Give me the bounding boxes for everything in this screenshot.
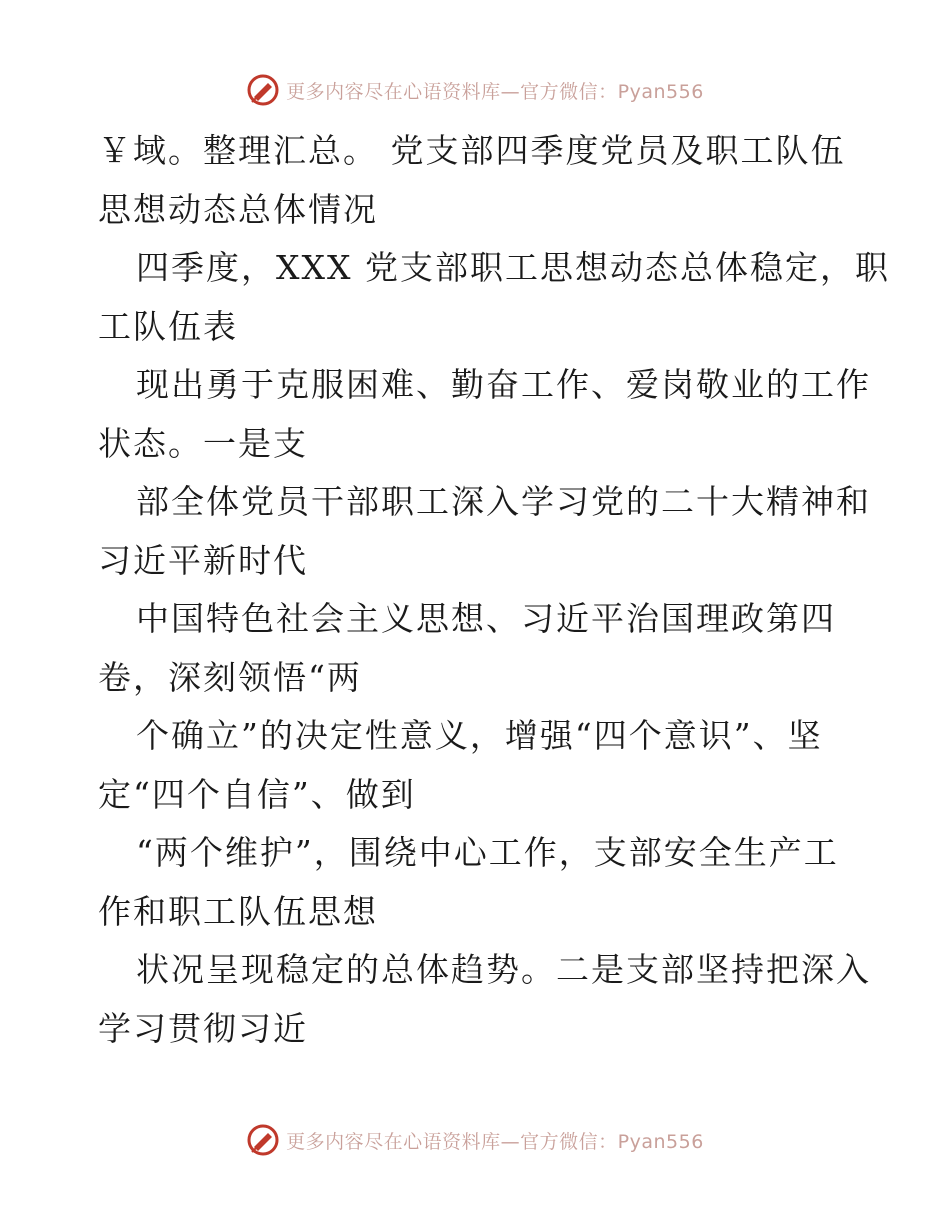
- text-line: 个确立”的决定性意义，增强“四个意识”、坚: [136, 716, 823, 755]
- text-line: 作和职工队伍思想: [98, 891, 378, 931]
- footer-watermark-text: 更多内容尽在心语资料库—官方微信：Pyan556: [286, 1130, 704, 1153]
- text-line: 习近平新时代: [98, 540, 308, 580]
- text-line: 学习贯彻习近: [98, 1008, 308, 1048]
- pen-seal-icon: [246, 1123, 280, 1157]
- text-line: 工队伍表: [98, 306, 238, 346]
- text-line: ￥域。整理汇总。 党支部四季度党员及职工队伍: [98, 131, 846, 170]
- text-line: 思想动态总体情况: [98, 189, 378, 229]
- pen-seal-icon: [246, 73, 280, 107]
- text-line: “两个维护”，围绕中心工作，支部安全生产工: [136, 833, 839, 872]
- text-line: 现出勇于克服困难、勤奋工作、爱岗敬业的工作: [136, 365, 871, 404]
- text-line: 定“四个自信”、做到: [98, 774, 416, 814]
- text-line: 部全体党员干部职工深入学习党的二十大精神和: [136, 482, 871, 521]
- text-line: 中国特色社会主义思想、习近平治国理政第四: [136, 599, 836, 638]
- text-line: 四季度，XXX 党支部职工思想动态总体稳定，职: [136, 248, 890, 287]
- header-watermark: [0, 70, 950, 110]
- text-line: 状况呈现稳定的总体趋势。二是支部坚持把深入: [136, 950, 871, 989]
- document-body: [98, 122, 890, 1058]
- header-watermark-text: 更多内容尽在心语资料库—官方微信：Pyan556: [286, 80, 704, 103]
- footer-watermark: [0, 1120, 950, 1160]
- text-line: 状态。一是支: [98, 423, 308, 463]
- text-line: 卷，深刻领悟“两: [98, 657, 362, 697]
